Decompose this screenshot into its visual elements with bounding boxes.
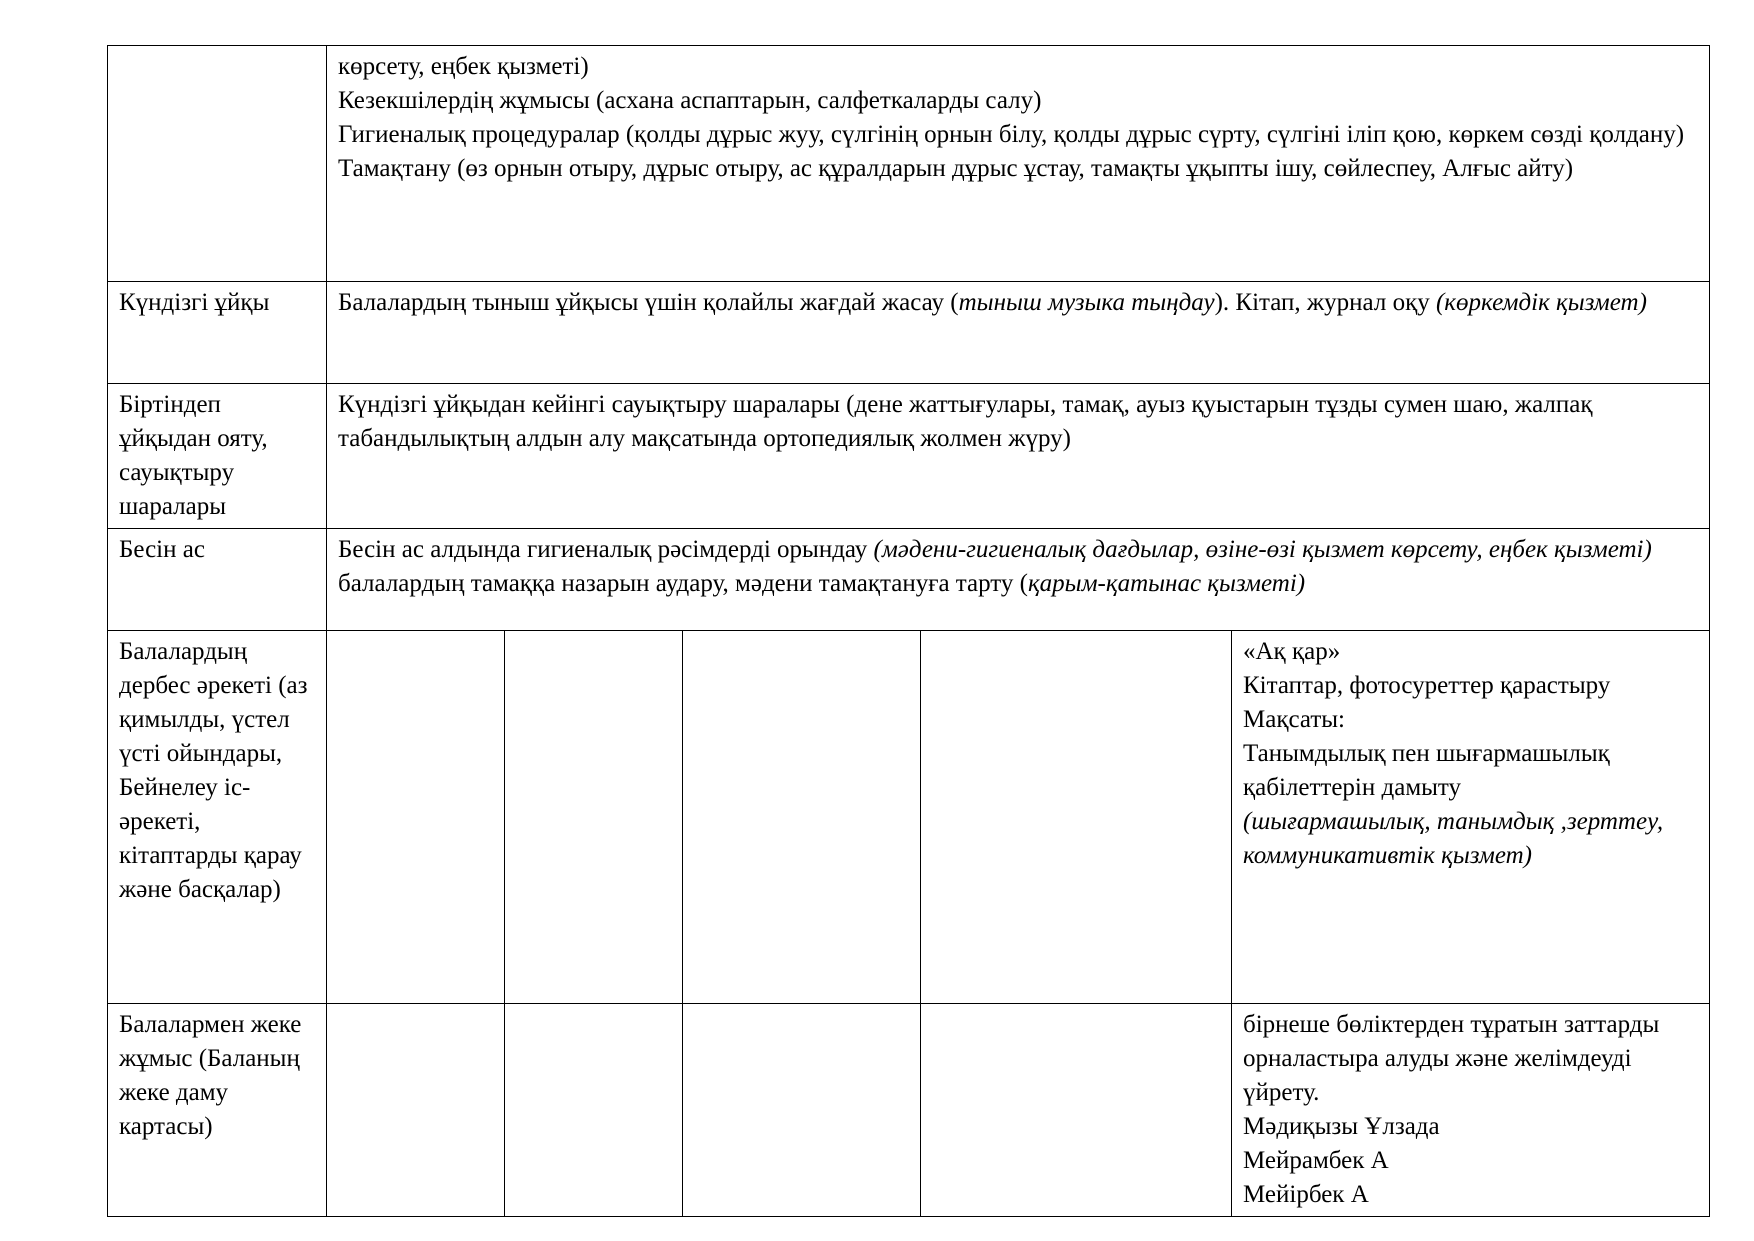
content-text: Балалардың тыныш ұйқысы үшін қолайлы жағдай жасау (: [338, 289, 959, 316]
day-cell-empty: [683, 1004, 921, 1217]
row-label: Күндізгі ұйқы: [108, 282, 327, 384]
content-text: балалардың тамаққа назарын аудару, мәдени тамақтануға тарту (: [338, 570, 1028, 597]
child-name: Мейірбек А: [1243, 1181, 1369, 1208]
content-italic: (көркемдік қызмет): [1435, 289, 1647, 316]
content-text: ). Кітап, журнал оқу: [1214, 289, 1436, 316]
content-line: Кезекшілердің жұмысы (асхана аспаптарын, салфеткаларды салу): [338, 87, 1042, 114]
row-content: [327, 282, 1710, 384]
day-cell-empty: [921, 1004, 1232, 1217]
content-line: Тамақтану (өз орнын отыру, дұрыс отыру, ас құралдарын дұрыс ұстау, тамақты ұқыпты ішу, сөйлеспеу, Алғыс айту): [338, 155, 1574, 182]
content-italic: қарым-қатынас қызметі): [1027, 570, 1306, 597]
daily-plan-table: [107, 45, 1710, 1217]
content-line: «Ақ қар»: [1243, 638, 1341, 665]
table-row-independent-activity: [108, 631, 1710, 1004]
row-label: [108, 46, 327, 282]
row-content: Күндізгі ұйқыдан кейінгі сауықтыру шаралары (дене жаттығулары, тамақ, ауыз қуыстарын тұзды сумен шаю, жалпақ табандылықтың алдын алу мақсатында ортопедиялық жолмен жүру): [327, 384, 1710, 529]
table-row-afternoon-snack: [108, 529, 1710, 631]
table-row-individual-work: [108, 1004, 1710, 1217]
table-row-meals: [108, 46, 1710, 282]
row-content: [327, 46, 1710, 282]
day-cell-empty: [327, 631, 505, 1004]
day-cell-empty: [683, 631, 921, 1004]
child-name: Мейрамбек А: [1243, 1147, 1389, 1174]
table-row-daytime-sleep: [108, 282, 1710, 384]
day-cell-empty: [921, 631, 1232, 1004]
day-cell-friday: [1232, 1004, 1710, 1217]
row-label: Біртіндеп ұйқыдан ояту, сауықтыру шаралары: [108, 384, 327, 529]
content-line: Кітаптар, фотосуреттер қарастыру: [1243, 672, 1611, 699]
row-label: Бесін ас: [108, 529, 327, 631]
content-line: Мақсаты:: [1243, 706, 1345, 733]
day-cell-empty: [505, 631, 683, 1004]
content-text: Бесін ас алдында гигиеналық рәсімдерді орындау: [338, 536, 874, 563]
content-italic: (мәдени-гигиеналық дағдылар, өзіне-өзі қызмет көрсету, еңбек қызметі): [873, 536, 1652, 563]
day-cell-empty: [327, 1004, 505, 1217]
content-line: Танымдылық пен шығармашылық қабілеттерін дамыту: [1243, 740, 1610, 801]
child-name: Мәдиқызы Ұлзада: [1243, 1113, 1440, 1140]
row-label: Балалармен жеке жұмыс (Баланың жеке даму картасы): [108, 1004, 327, 1217]
day-cell-empty: [505, 1004, 683, 1217]
table-row-wake-up: [108, 384, 1710, 529]
content-text: бірнеше бөліктерден тұратын заттарды орналастыра алуды және желімдеуді үйрету.: [1243, 1011, 1660, 1106]
row-label: Балалардың дербес әрекеті (аз қимылды, үстел үсті ойындары, Бейнелеу іс-әрекеті, кітаптарды қарау және басқалар): [108, 631, 327, 1004]
content-italic: (шығармашылық, танымдық ,зерттеу, коммуникативтік қызмет): [1243, 808, 1664, 869]
content-line: Гигиеналық процедуралар (қолды дұрыс жуу, сүлгінің орнын білу, қолды дұрыс сүрту, сүлгіні іліп қою, көркем сөзді қолдану): [338, 121, 1685, 148]
row-content: [327, 529, 1710, 631]
content-line: көрсету, еңбек қызметі): [338, 53, 589, 80]
content-italic: тыныш музыка тыңдау: [958, 289, 1215, 316]
day-cell-friday: [1232, 631, 1710, 1004]
